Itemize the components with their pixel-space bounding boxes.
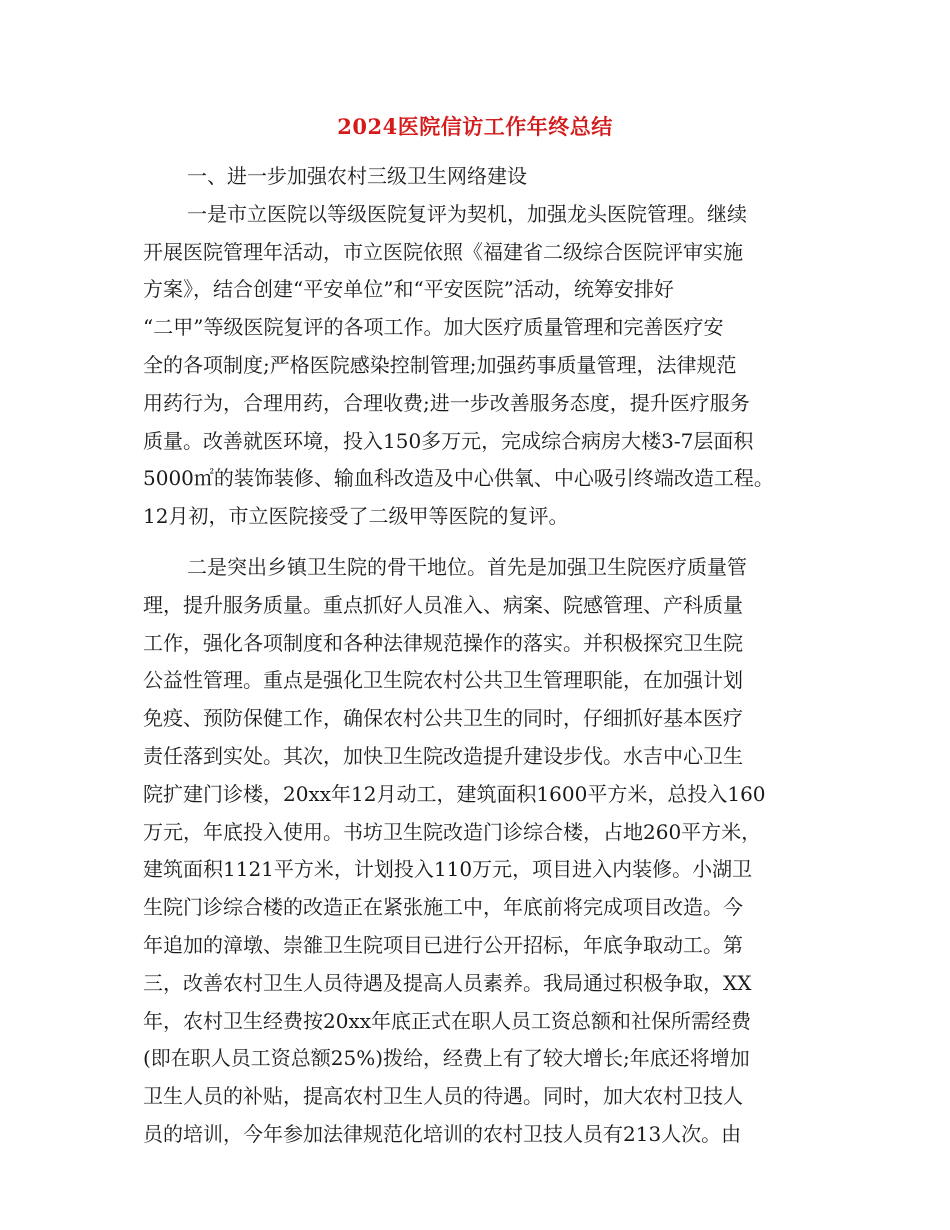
paragraph-line: 工作，强化各项制度和各种法律规范操作的落实。并积极探究卫生院 [143,630,743,655]
paragraph-line: 5000㎡的装饰装修、输血科改造及中心供氧、中心吸引终端改造工程。 [143,466,774,491]
paragraph-line: 用药行为，合理用药，合理收费;进一步改善服务态度，提升医疗服务 [143,390,750,415]
paragraph-line: 开展医院管理年活动，市立医院依照《福建省二级综合医院评审实施 [143,239,743,264]
paragraph-line: 建筑面积1121平方米，计划投入110万元，项目进入内装修。小湖卫 [143,857,753,882]
paragraph-line: 年追加的漳墩、崇雒卫生院项目已进行公开招标，年底争取动工。第 [143,932,743,957]
paragraph-line: 院扩建门诊楼，20xx年12月动工，建筑面积1600平方米，总投入160 [143,781,766,806]
document-title: 2024医院信访工作年终总结 [337,114,613,139]
paragraph-line: 卫生人员的补贴，提高农村卫生人员的待遇。同时，加大农村卫技人 [143,1084,743,1109]
paragraph-line: (即在职人员工资总额25%)拨给，经费上有了较大增长;年底还将增加 [143,1046,750,1071]
paragraph-line: 免疫、预防保健工作，确保农村公共卫生的同时，仔细抓好基本医疗 [143,706,743,731]
document-body [143,158,811,1154]
paragraph-line: 一是市立医院以等级医院复评为契机，加强龙头医院管理。继续 [187,201,747,226]
paragraph-line: 理，提升服务质量。重点抓好人员准入、病案、院感管理、产科质量 [143,592,743,617]
paragraph-line: 一、进一步加强农村三级卫生网络建设 [187,164,527,188]
paragraph-line: 员的培训，今年参加法律规范化培训的农村卫技人员有213人次。由 [143,1121,742,1146]
paragraph-line: 全的各项制度;严格医院感染控制管理;加强药事质量管理，法律规范 [143,352,737,377]
paragraph-gap [143,536,811,549]
paragraph-line: 责任落到实处。其次，加快卫生院改造提升建设步伐。水吉中心卫生 [143,743,743,768]
paragraph-line: 万元，年底投入使用。书坊卫生院改造门诊综合楼，占地260平方米， [143,819,762,844]
paragraph-line: “二甲”等级医院复评的各项工作。加大医疗质量管理和完善医疗安 [143,315,724,340]
paragraph-line: 三，改善农村卫生人员待遇及提高人员素养。我局通过积极争取，XX [143,970,752,995]
paragraph-line: 方案》，结合创建“平安单位”和“平安医院”活动，统筹安排好 [143,277,674,302]
paragraph-line: 12月初，市立医院接受了二级甲等医院的复评。 [143,504,569,529]
paragraph-line: 生院门诊综合楼的改造正在紧张施工中，年底前将完成项目改造。今 [143,895,743,920]
paragraph-line: 公益性管理。重点是强化卫生院农村公共卫生管理职能，在加强计划 [143,668,743,693]
paragraph-line: 质量。改善就医环境，投入150多万元，完成综合病房大楼3-7层面积 [143,428,754,453]
paragraph-line: 年，农村卫生经费按20xx年底正式在职人员工资总额和社保所需经费 [143,1008,752,1033]
paragraph-line: 二是突出乡镇卫生院的骨干地位。首先是加强卫生院医疗质量管 [187,554,747,579]
